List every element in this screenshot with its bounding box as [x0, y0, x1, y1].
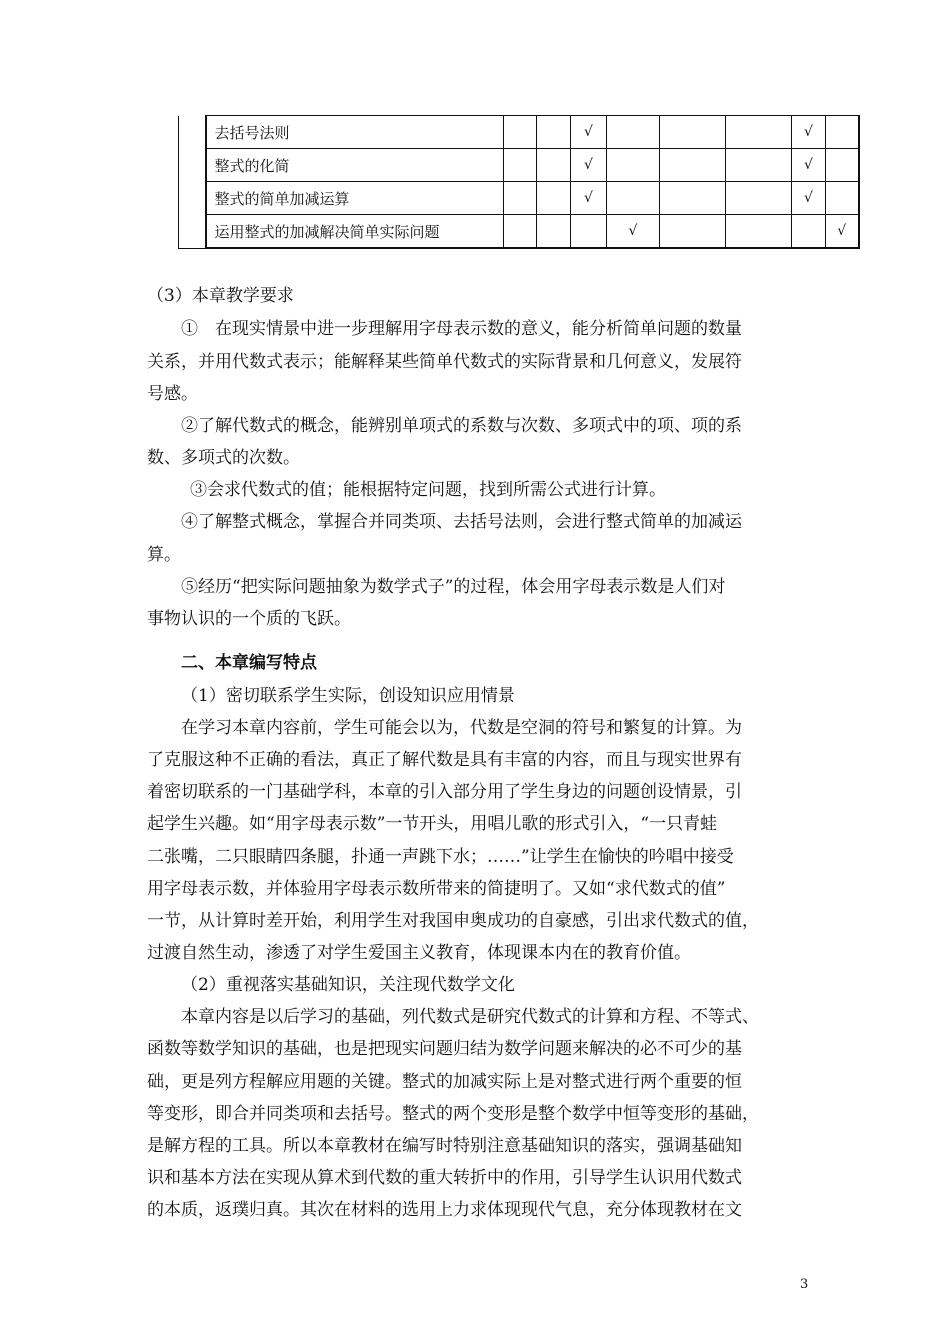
req-line-6: ③会求代数式的值；能根据特定问题，找到所需公式进行计算。: [190, 480, 666, 500]
table-mark-cell: √: [826, 215, 859, 249]
part2-sub1: （1）密切联系学生实际，创设知识应用情景: [181, 686, 515, 706]
req-line-3: 号感。: [147, 384, 198, 404]
para1-line-7: 一节，从计算时差开始，利用学生对我国申奥成功的自豪感，引出求代数式的值，: [147, 911, 759, 931]
table-row: [179, 182, 859, 215]
requirements-table: [178, 115, 860, 249]
para2-line-7: 的本质，返璞归真。其次在材料的选用上力求体现现代气息，充分体现教材在文: [147, 1200, 742, 1220]
part2-heading: 二、本章编写特点: [181, 653, 317, 673]
table-mark-cell: [660, 215, 726, 249]
table-item-label: 运用整式的加减解决简单实际问题: [206, 215, 504, 249]
table-item-label: 整式的化简: [206, 149, 504, 182]
para2-line-4: 等变形，即合并同类项和去括号。整式的两个变形是整个数学中恒等变形的基础，: [147, 1104, 759, 1124]
table-mark-cell: [571, 215, 607, 249]
table-mark-cell: [792, 215, 826, 249]
table-mark-cell: [504, 182, 537, 215]
table-mark-cell: √: [571, 116, 607, 149]
req-line-8: 算。: [147, 545, 181, 565]
table-mark-cell: [537, 149, 571, 182]
para1-line-8: 过渡自然生动，渗透了对学生爱国主义教育，体现课本内在的教育价值。: [147, 943, 691, 963]
table-mark-cell: √: [792, 149, 826, 182]
para2-line-2: 函数等数学知识的基础，也是把现实问题归结为数学问题来解决的必不可少的基: [147, 1039, 742, 1059]
para1-line-3: 着密切联系的一门基础学科，本章的引入部分用了学生身边的问题创设情景，引: [147, 782, 742, 802]
table-mark-cell: [537, 182, 571, 215]
para1-line-5: 二张嘴，二只眼睛四条腿，扑通一声跳下水；……”让学生在愉快的吟唱中接受: [147, 847, 734, 867]
table-mark-cell: [726, 215, 792, 249]
para2-line-3: 础，更是列方程解应用题的关键。整式的加减实际上是对整式进行两个重要的恒: [147, 1072, 742, 1092]
table-mark-cell: [607, 182, 660, 215]
req-line-1: ① 在现实情景中进一步理解用字母表示数的意义，能分析简单问题的数量: [181, 319, 742, 339]
req-line-9: ⑤经历“把实际问题抽象为数学式子”的过程，体会用字母表示数是人们对: [181, 577, 726, 597]
table-mark-cell: [826, 149, 859, 182]
para1-line-1: 在学习本章内容前，学生可能会以为，代数是空洞的符号和繁复的计算。为: [181, 718, 742, 738]
category-cell: [179, 116, 206, 249]
table-mark-cell: [660, 116, 726, 149]
req-line-2: 关系，并用代数式表示；能解释某些简单代数式的实际背景和几何意义，发展符: [147, 352, 742, 372]
table-mark-cell: [537, 116, 571, 149]
req-line-5: 数、多项式的次数。: [147, 448, 300, 468]
req-line-4: ②了解代数式的概念，能辨别单项式的系数与次数、多项式中的项、项的系: [181, 416, 742, 436]
table-mark-cell: [660, 149, 726, 182]
table-mark-cell: √: [571, 149, 607, 182]
table-mark-cell: √: [607, 215, 660, 249]
para1-line-6: 用字母表示数，并体验用字母表示数所带来的简捷明了。又如“求代数式的值”: [147, 879, 726, 899]
table-mark-cell: [826, 116, 859, 149]
table-mark-cell: [537, 215, 571, 249]
para1-line-4: 起学生兴趣。如“用字母表示数”一节开头，用唱儿歌的形式引入，“一只青蛙: [147, 814, 718, 834]
table-mark-cell: [826, 182, 859, 215]
table-mark-cell: [726, 116, 792, 149]
table-row: [179, 215, 859, 249]
table-mark-cell: √: [792, 182, 826, 215]
part2-sub2: （2）重视落实基础知识，关注现代数学文化: [181, 975, 515, 995]
table-mark-cell: [607, 149, 660, 182]
para2-line-1: 本章内容是以后学习的基础，列代数式是研究代数式的计算和方程、不等式、: [181, 1007, 759, 1027]
para2-line-5: 是解方程的工具。所以本章教材在编写时特别注意基础知识的落实，强调基础知: [147, 1136, 742, 1156]
para1-line-2: 了克服这种不正确的看法，真正了解代数是具有丰富的内容，而且与现实世界有: [147, 750, 742, 770]
table-item-label: 去括号法则: [206, 116, 504, 149]
page-number: 3: [800, 1277, 809, 1292]
para2-line-6: 识和基本方法在实现从算术到代数的重大转折中的作用，引导学生认识用代数式: [147, 1168, 742, 1188]
table-mark-cell: [607, 116, 660, 149]
section3-title: （3）本章教学要求: [147, 286, 294, 306]
req-line-7: ④了解整式概念，掌握合并同类项、去括号法则，会进行整式简单的加减运: [181, 512, 742, 532]
table-mark-cell: √: [792, 116, 826, 149]
table-mark-cell: [726, 182, 792, 215]
table-mark-cell: [504, 149, 537, 182]
table-mark-cell: √: [571, 182, 607, 215]
table-row: [179, 149, 859, 182]
table-mark-cell: [726, 149, 792, 182]
table-mark-cell: [504, 116, 537, 149]
req-line-10: 事物认识的一个质的飞跃。: [147, 609, 351, 629]
table-mark-cell: [660, 182, 726, 215]
table-item-label: 整式的简单加减运算: [206, 182, 504, 215]
table-mark-cell: [504, 215, 537, 249]
table-row: [179, 116, 859, 149]
